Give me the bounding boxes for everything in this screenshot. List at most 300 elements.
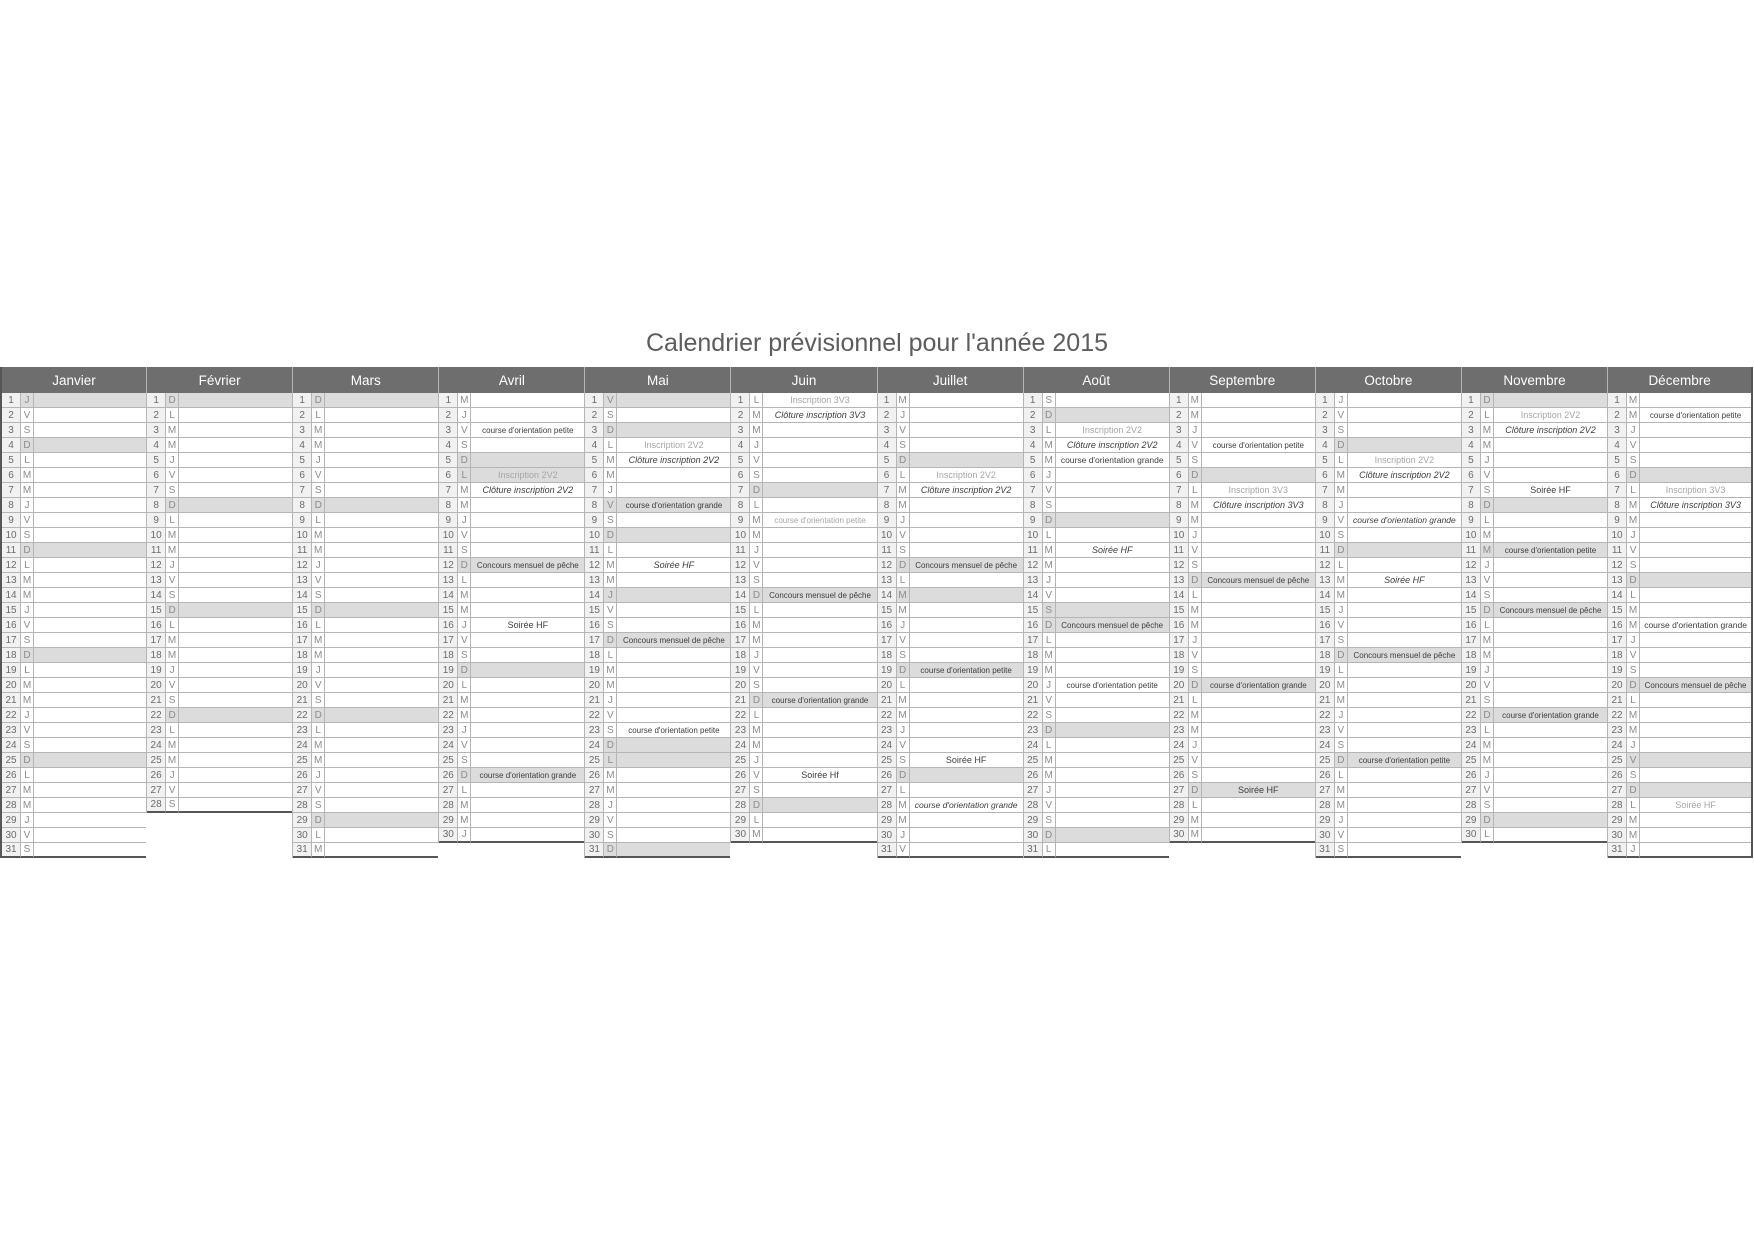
- day-letter-cell: S: [604, 513, 617, 528]
- day-row: [1316, 468, 1461, 483]
- empty-event-cell: [471, 453, 584, 468]
- empty-event-cell: [1202, 633, 1315, 648]
- day-number-cell: 5: [1024, 453, 1043, 468]
- empty-event-cell: [763, 618, 876, 633]
- day-number-cell: 24: [1462, 738, 1481, 753]
- day-letter-cell: J: [1481, 453, 1494, 468]
- day-letter-cell: M: [750, 408, 763, 423]
- empty-event-cell: [763, 633, 876, 648]
- empty-event-cell: [34, 483, 146, 498]
- day-letter-cell: L: [312, 618, 325, 633]
- empty-event-cell: [1494, 528, 1607, 543]
- empty-event-cell: [325, 813, 438, 828]
- day-letter-cell: M: [897, 708, 910, 723]
- empty-event-cell: [617, 783, 730, 798]
- day-number-cell: 28: [147, 798, 166, 813]
- empty-event-cell: [910, 648, 1023, 663]
- day-number-cell: 14: [585, 588, 604, 603]
- day-number-cell: 28: [585, 798, 604, 813]
- empty-event-cell: [763, 648, 876, 663]
- empty-event-cell: [763, 528, 876, 543]
- empty-event-cell: [910, 678, 1023, 693]
- day-number-cell: 8: [2, 498, 21, 513]
- day-letter-cell: M: [750, 738, 763, 753]
- empty-event-cell: [471, 798, 584, 813]
- day-row: [1608, 528, 1751, 543]
- day-number-cell: 28: [2, 798, 21, 813]
- day-row: [731, 558, 876, 573]
- day-row: [147, 573, 292, 588]
- day-row: [439, 543, 584, 558]
- day-row: [1316, 573, 1461, 588]
- empty-event-cell: [325, 588, 438, 603]
- day-letter-cell: D: [1043, 618, 1056, 633]
- day-number-cell: 24: [293, 738, 312, 753]
- empty-event-cell: [617, 753, 730, 768]
- day-letter-cell: L: [750, 603, 763, 618]
- day-number-cell: 19: [878, 663, 897, 678]
- day-letter-cell: D: [458, 768, 471, 783]
- day-letter-cell: L: [312, 828, 325, 843]
- day-row: [439, 438, 584, 453]
- day-number-cell: 23: [1316, 723, 1335, 738]
- empty-event-cell: [1494, 798, 1607, 813]
- day-letter-cell: S: [1481, 693, 1494, 708]
- day-row: [1024, 783, 1169, 798]
- month-header: Mars: [293, 367, 438, 393]
- day-row: [1316, 498, 1461, 513]
- day-row: [1608, 513, 1751, 528]
- day-letter-cell: S: [166, 588, 179, 603]
- day-letter-cell: V: [1335, 723, 1348, 738]
- day-row: [1316, 528, 1461, 543]
- event-cell: Clôture inscription 2V2: [1494, 423, 1607, 438]
- day-number-cell: 7: [878, 483, 897, 498]
- day-row: [1316, 768, 1461, 783]
- day-letter-cell: S: [1335, 528, 1348, 543]
- day-number-cell: 6: [2, 468, 21, 483]
- day-letter-cell: V: [166, 783, 179, 798]
- day-row: [1170, 828, 1315, 843]
- day-row: [585, 783, 730, 798]
- day-letter-cell: M: [1043, 648, 1056, 663]
- empty-event-cell: [1202, 828, 1315, 843]
- empty-event-cell: [325, 843, 438, 858]
- empty-event-cell: [1640, 393, 1751, 408]
- day-row: [1462, 783, 1607, 798]
- day-number-cell: 20: [878, 678, 897, 693]
- day-row: [585, 798, 730, 813]
- day-letter-cell: D: [897, 663, 910, 678]
- day-number-cell: 25: [293, 753, 312, 768]
- day-letter-cell: M: [1481, 633, 1494, 648]
- day-number-cell: 15: [2, 603, 21, 618]
- day-letter-cell: L: [458, 783, 471, 798]
- day-letter-cell: D: [312, 498, 325, 513]
- empty-event-cell: [617, 393, 730, 408]
- day-letter-cell: D: [1627, 783, 1640, 798]
- day-row: [1316, 393, 1461, 408]
- empty-event-cell: [471, 588, 584, 603]
- day-letter-cell: J: [1627, 423, 1640, 438]
- day-letter-cell: L: [312, 513, 325, 528]
- event-cell: course d'orientation petite: [910, 663, 1023, 678]
- day-row: [878, 603, 1023, 618]
- day-letter-cell: M: [312, 528, 325, 543]
- empty-event-cell: [1640, 738, 1751, 753]
- day-letter-cell: V: [166, 678, 179, 693]
- day-row: [1170, 633, 1315, 648]
- day-row: [1316, 603, 1461, 618]
- day-number-cell: 9: [585, 513, 604, 528]
- day-number-cell: 4: [439, 438, 458, 453]
- day-letter-cell: M: [1627, 498, 1640, 513]
- empty-event-cell: [1202, 393, 1315, 408]
- empty-event-cell: [617, 603, 730, 618]
- day-number-cell: 1: [1024, 393, 1043, 408]
- day-row: [585, 663, 730, 678]
- day-number-cell: 30: [585, 828, 604, 843]
- day-row: [439, 558, 584, 573]
- day-row: [1170, 603, 1315, 618]
- empty-event-cell: [1494, 453, 1607, 468]
- day-letter-cell: S: [1043, 813, 1056, 828]
- day-number-cell: 23: [585, 723, 604, 738]
- day-number-cell: 14: [293, 588, 312, 603]
- day-number-cell: 28: [439, 798, 458, 813]
- event-cell: Soirée HF: [617, 558, 730, 573]
- day-number-cell: 6: [731, 468, 750, 483]
- day-number-cell: 25: [1462, 753, 1481, 768]
- day-row: [439, 693, 584, 708]
- day-letter-cell: J: [1481, 768, 1494, 783]
- empty-event-cell: [34, 783, 146, 798]
- day-row: [293, 738, 438, 753]
- event-cell: Clôture inscription 2V2: [471, 483, 584, 498]
- day-number-cell: 8: [731, 498, 750, 513]
- day-row: [1024, 483, 1169, 498]
- day-number-cell: 25: [731, 753, 750, 768]
- empty-event-cell: [1494, 648, 1607, 663]
- empty-event-cell: [1348, 588, 1461, 603]
- day-letter-cell: L: [312, 408, 325, 423]
- day-letter-cell: L: [166, 723, 179, 738]
- day-letter-cell: D: [312, 708, 325, 723]
- day-letter-cell: L: [897, 468, 910, 483]
- day-number-cell: 1: [1316, 393, 1335, 408]
- empty-event-cell: [1494, 768, 1607, 783]
- day-letter-cell: V: [1043, 483, 1056, 498]
- day-row: [585, 693, 730, 708]
- day-letter-cell: L: [21, 453, 34, 468]
- day-letter-cell: V: [1335, 618, 1348, 633]
- day-letter-cell: M: [21, 573, 34, 588]
- empty-event-cell: [617, 843, 730, 858]
- day-row: [1608, 843, 1751, 858]
- empty-event-cell: [1056, 798, 1169, 813]
- empty-event-cell: [179, 513, 292, 528]
- day-number-cell: 26: [878, 768, 897, 783]
- day-row: [585, 723, 730, 738]
- day-row: [1608, 663, 1751, 678]
- empty-event-cell: [617, 408, 730, 423]
- day-number-cell: 7: [2, 483, 21, 498]
- day-letter-cell: S: [1627, 453, 1640, 468]
- day-letter-cell: J: [458, 618, 471, 633]
- day-number-cell: 29: [1608, 813, 1627, 828]
- empty-event-cell: [1202, 663, 1315, 678]
- day-row: [439, 513, 584, 528]
- empty-event-cell: [325, 648, 438, 663]
- day-row: [439, 828, 584, 843]
- day-letter-cell: M: [166, 423, 179, 438]
- day-row: [439, 798, 584, 813]
- day-row: [878, 768, 1023, 783]
- empty-event-cell: [471, 753, 584, 768]
- day-row: [293, 588, 438, 603]
- day-row: [147, 633, 292, 648]
- day-letter-cell: L: [750, 498, 763, 513]
- day-number-cell: 7: [1316, 483, 1335, 498]
- day-row: [1462, 753, 1607, 768]
- day-letter-cell: M: [604, 678, 617, 693]
- empty-event-cell: [1348, 738, 1461, 753]
- empty-event-cell: [34, 528, 146, 543]
- day-row: [731, 783, 876, 798]
- day-letter-cell: L: [604, 543, 617, 558]
- day-letter-cell: M: [1043, 453, 1056, 468]
- day-number-cell: 23: [878, 723, 897, 738]
- day-row: [2, 753, 146, 768]
- day-row: [147, 648, 292, 663]
- day-row: [439, 753, 584, 768]
- day-row: [2, 513, 146, 528]
- event-cell: Clôture inscription 3V3: [1202, 498, 1315, 513]
- day-row: [1462, 828, 1607, 843]
- day-number-cell: 3: [147, 423, 166, 438]
- day-row: [2, 393, 146, 408]
- day-row: [1170, 588, 1315, 603]
- day-letter-cell: S: [312, 483, 325, 498]
- day-letter-cell: S: [604, 618, 617, 633]
- empty-event-cell: [1640, 813, 1751, 828]
- day-number-cell: 16: [1608, 618, 1627, 633]
- empty-event-cell: [1056, 753, 1169, 768]
- day-row: [1024, 708, 1169, 723]
- day-number-cell: 7: [585, 483, 604, 498]
- event-cell: course d'orientation petite: [763, 513, 876, 528]
- day-row: [878, 663, 1023, 678]
- day-number-cell: 24: [1608, 738, 1627, 753]
- empty-event-cell: [179, 723, 292, 738]
- day-letter-cell: J: [750, 438, 763, 453]
- day-letter-cell: V: [312, 678, 325, 693]
- day-letter-cell: M: [166, 648, 179, 663]
- day-row: [1170, 798, 1315, 813]
- empty-event-cell: [1348, 633, 1461, 648]
- day-letter-cell: L: [166, 513, 179, 528]
- empty-event-cell: [471, 663, 584, 678]
- day-letter-cell: M: [1627, 408, 1640, 423]
- empty-event-cell: [34, 588, 146, 603]
- day-number-cell: 29: [585, 813, 604, 828]
- day-row: [1462, 498, 1607, 513]
- empty-event-cell: [1640, 588, 1751, 603]
- day-row: [147, 408, 292, 423]
- empty-event-cell: [179, 438, 292, 453]
- day-row: [1024, 828, 1169, 843]
- day-number-cell: 29: [731, 813, 750, 828]
- empty-event-cell: [1494, 468, 1607, 483]
- day-letter-cell: D: [1481, 393, 1494, 408]
- day-row: [1316, 588, 1461, 603]
- day-letter-cell: V: [1189, 543, 1202, 558]
- day-row: [293, 543, 438, 558]
- empty-event-cell: [1348, 678, 1461, 693]
- day-row: [878, 753, 1023, 768]
- day-letter-cell: M: [604, 573, 617, 588]
- empty-event-cell: [910, 408, 1023, 423]
- day-number-cell: 16: [878, 618, 897, 633]
- day-row: [585, 618, 730, 633]
- day-letter-cell: M: [1043, 768, 1056, 783]
- day-number-cell: 10: [1024, 528, 1043, 543]
- day-number-cell: 28: [1316, 798, 1335, 813]
- event-cell: Clôture inscription 2V2: [910, 483, 1023, 498]
- day-row: [1316, 828, 1461, 843]
- day-number-cell: 16: [1462, 618, 1481, 633]
- day-number-cell: 21: [731, 693, 750, 708]
- day-number-cell: 31: [293, 843, 312, 858]
- empty-event-cell: [1348, 783, 1461, 798]
- day-number-cell: 9: [731, 513, 750, 528]
- day-row: [1170, 483, 1315, 498]
- day-row: [1024, 588, 1169, 603]
- day-letter-cell: D: [312, 813, 325, 828]
- day-letter-cell: S: [1481, 483, 1494, 498]
- event-cell: Clôture inscription 2V2: [1056, 438, 1169, 453]
- day-row: [1316, 813, 1461, 828]
- day-letter-cell: S: [21, 843, 34, 858]
- day-number-cell: 4: [1024, 438, 1043, 453]
- empty-event-cell: [763, 738, 876, 753]
- day-number-cell: 14: [1316, 588, 1335, 603]
- day-letter-cell: L: [1481, 828, 1494, 843]
- day-row: [1462, 513, 1607, 528]
- event-cell: Concours mensuel de pêche: [1640, 678, 1751, 693]
- month-column-5: [584, 367, 730, 858]
- day-number-cell: 23: [439, 723, 458, 738]
- day-row: [1462, 633, 1607, 648]
- day-number-cell: 11: [293, 543, 312, 558]
- day-number-cell: 22: [1170, 708, 1189, 723]
- day-row: [2, 573, 146, 588]
- event-cell: Inscription 3V3: [1202, 483, 1315, 498]
- day-number-cell: 25: [439, 753, 458, 768]
- day-row: [439, 588, 584, 603]
- day-letter-cell: S: [897, 753, 910, 768]
- day-letter-cell: D: [897, 453, 910, 468]
- day-row: [2, 438, 146, 453]
- day-letter-cell: M: [750, 528, 763, 543]
- day-letter-cell: M: [604, 468, 617, 483]
- empty-event-cell: [325, 468, 438, 483]
- day-row: [1462, 588, 1607, 603]
- day-number-cell: 30: [731, 828, 750, 843]
- day-row: [585, 588, 730, 603]
- day-number-cell: 3: [1462, 423, 1481, 438]
- day-number-cell: 23: [147, 723, 166, 738]
- day-row: [2, 498, 146, 513]
- empty-event-cell: [1202, 408, 1315, 423]
- day-number-cell: 30: [1608, 828, 1627, 843]
- day-row: [293, 768, 438, 783]
- day-letter-cell: L: [1335, 768, 1348, 783]
- day-row: [585, 708, 730, 723]
- day-letter-cell: D: [1481, 708, 1494, 723]
- empty-event-cell: [179, 693, 292, 708]
- day-letter-cell: M: [1335, 483, 1348, 498]
- day-number-cell: 13: [439, 573, 458, 588]
- day-number-cell: 16: [1024, 618, 1043, 633]
- day-letter-cell: J: [166, 558, 179, 573]
- day-letter-cell: D: [21, 648, 34, 663]
- empty-event-cell: [179, 423, 292, 438]
- day-letter-cell: L: [1335, 663, 1348, 678]
- day-row: [585, 843, 730, 858]
- empty-event-cell: [34, 513, 146, 528]
- day-number-cell: 17: [585, 633, 604, 648]
- day-number-cell: 17: [293, 633, 312, 648]
- day-row: [585, 828, 730, 843]
- day-letter-cell: M: [1627, 618, 1640, 633]
- day-letter-cell: S: [458, 438, 471, 453]
- day-row: [439, 528, 584, 543]
- event-cell: Soirée Hf: [763, 768, 876, 783]
- day-letter-cell: D: [166, 498, 179, 513]
- day-letter-cell: M: [1189, 393, 1202, 408]
- empty-event-cell: [763, 723, 876, 738]
- empty-event-cell: [1056, 633, 1169, 648]
- day-letter-cell: M: [21, 783, 34, 798]
- day-row: [147, 558, 292, 573]
- day-row: [1608, 648, 1751, 663]
- empty-event-cell: [34, 573, 146, 588]
- empty-event-cell: [1640, 708, 1751, 723]
- empty-event-cell: [1494, 558, 1607, 573]
- empty-event-cell: [1494, 588, 1607, 603]
- day-number-cell: 11: [1316, 543, 1335, 558]
- day-row: [1316, 678, 1461, 693]
- day-number-cell: 12: [1608, 558, 1627, 573]
- day-letter-cell: M: [897, 483, 910, 498]
- day-letter-cell: M: [312, 438, 325, 453]
- day-row: [731, 423, 876, 438]
- day-letter-cell: D: [1481, 603, 1494, 618]
- event-cell: course d'orientation petite: [471, 423, 584, 438]
- day-row: [1316, 723, 1461, 738]
- day-number-cell: 20: [293, 678, 312, 693]
- day-number-cell: 11: [1462, 543, 1481, 558]
- empty-event-cell: [1056, 783, 1169, 798]
- day-number-cell: 16: [2, 618, 21, 633]
- day-letter-cell: S: [458, 753, 471, 768]
- day-number-cell: 28: [1608, 798, 1627, 813]
- day-number-cell: 19: [439, 663, 458, 678]
- day-letter-cell: M: [1043, 558, 1056, 573]
- empty-event-cell: [617, 813, 730, 828]
- empty-event-cell: [1202, 558, 1315, 573]
